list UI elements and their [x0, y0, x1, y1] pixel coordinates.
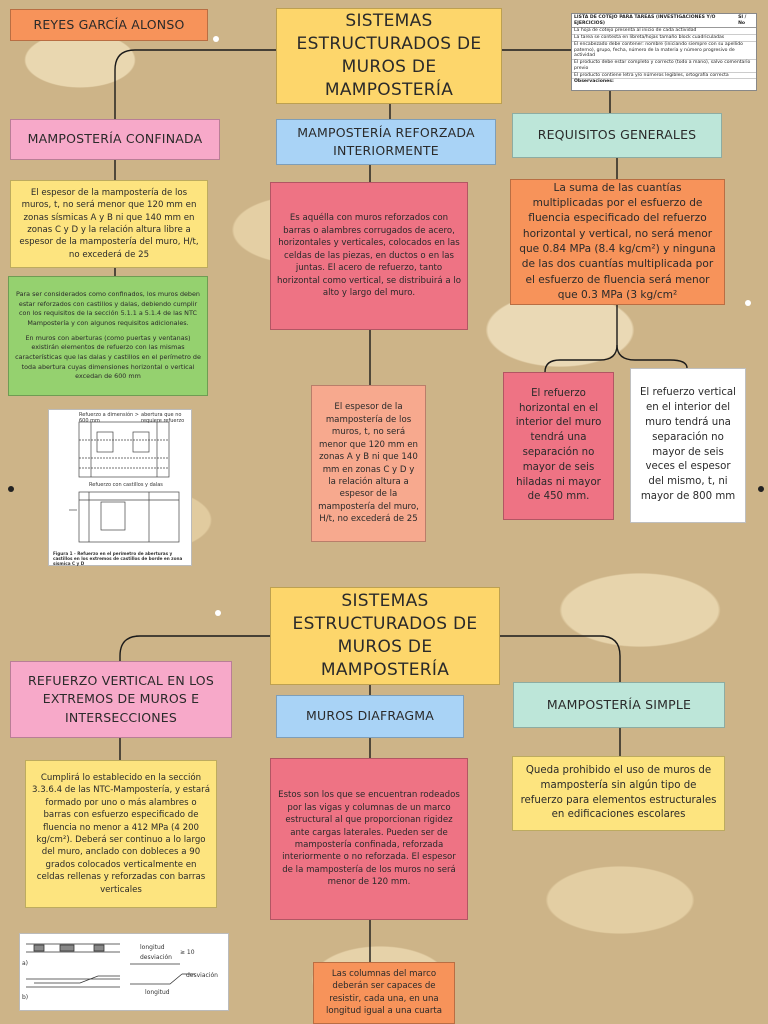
decorative-dot [8, 486, 14, 492]
text-refuerzo-vertical: El refuerzo vertical en el interior del muro tendrá una separación no mayor de seis veces el espesor del mismo, t, ni mayor de 800 mm [630, 368, 746, 523]
checklist-column: SI / No [738, 15, 747, 26]
main-title: SISTEMAS ESTRUCTURADOS DE MUROS DE MAMPOSTERÍA [276, 8, 502, 104]
figure-ge-ten: ≥ 10 [180, 949, 195, 956]
checklist-row: La tarea se contesta en libreta/hojas tamaño block cuadriculadas [572, 35, 756, 42]
figure-aberturas [48, 409, 192, 566]
section2-title: SISTEMAS ESTRUCTURADOS DE MUROS DE MAMPOSTERÍA [270, 587, 500, 685]
checklist-row: El producto debe estar completo y correcto (todo a mano), salvo comentario previo [572, 60, 756, 72]
text-confinada-requisitos [8, 276, 208, 396]
text-confinada-requisitos-p2: En muros con aberturas (como puertas y ventanas) existirán elementos de refuerzo con las mismas características que las dalas y castillos en el perímetro de toda abertura cuyas dimensiones horizontal o vertical excedan de 600 mm [15, 333, 201, 381]
text-confinada-requisitos-p1: Para ser considerados como confinados, los muros deben estar reforzados con castillos y dalas, debiendo cumplir con los requisitos de la sección 5.1.1 a 5.1.4 de las NTC Mampostería y con algunos requisitos adicionales. [16, 290, 200, 328]
checklist-table [571, 13, 757, 91]
checklist-title: LISTA DE COTEJO PARA TAREAS (INVESTIGACIONES Y/O EJERCICIOS) [574, 15, 716, 26]
text-reforzada-definicion: Es aquélla con muros reforzados con barras o alambres corrugados de acero, horizontales y verticales, colocados en las celdas de las piezas, en ductos o en las juntas. El acero de refuerzo, tanto horizontal como vertical, se distribuirá a lo alto y largo del muro. [270, 182, 468, 330]
decorative-dot [745, 300, 751, 306]
figure-label-b: b) [22, 994, 29, 1001]
text-diafragma-columnas: Las columnas del marco deberán ser capaces de resistir, cada una, en una longitud igual a una cuarta [313, 962, 455, 1024]
decorative-dot [215, 610, 221, 616]
node-mamposteria-confinada: MAMPOSTERÍA CONFINADA [10, 119, 220, 160]
text-mamposteria-simple: Queda prohibido el uso de muros de mampostería sin algún tipo de refuerzo para elementos estructurales en edificaciones escolares [512, 756, 725, 831]
figure-label-a: a) [22, 960, 29, 967]
text-diafragma-definicion: Estos son los que se encuentran rodeados por las vigas y columnas de un marco estructural al que proporcionan rigidez ante cargas laterales. Pueden ser de mampostería confinada, reforzada interiormente o no reforzada. El espesor de la mampostería de los muros no será menor de 120 mm. [270, 758, 468, 920]
node-requisitos-generales: REQUISITOS GENERALES [512, 113, 722, 158]
figure-longitud-label: longitud [145, 989, 170, 996]
text-refuerzo-horizontal: El refuerzo horizontal en el interior del muro tendrá una separación no mayor de seis hiladas ni mayor de 450 mm. [503, 372, 614, 520]
node-muros-diafragma: MUROS DIAFRAGMA [276, 695, 464, 738]
text-confinada-espesor: El espesor de la mampostería de los muros, t, no será menor que 120 mm en zonas sísmicas A y B ni que 140 mm en zonas C y D y la relación altura libre a espesor de la mampostería del muro, H/t, no excederá de 25 [10, 180, 208, 268]
text-requisitos-cuantias: La suma de las cuantías multiplicadas por el esfuerzo de fluencia especificado del refuerzo horizontal y vertical, no será menor que 0.84 MPa (8.4 kg/cm²) y ninguna de las dos cuantías multiplicada por el esfuerzo de fluencia será menor que 0.3 MPa (3 kg/cm² [510, 179, 725, 305]
figure-aberturas-drawing [49, 410, 191, 550]
node-mamposteria-reforzada: MAMPOSTERÍA REFORZADA INTERIORMENTE [276, 119, 496, 165]
checklist-row: La hoja de cotejo presenta al inicio de cada actividad [572, 28, 756, 35]
figure-frac-top: longitud [140, 944, 165, 951]
figure-caption: Figura 1 - Refuerzo en el perímetro de aberturas y castillos en los extremos de castillos de borde en zona sísmica C y D [53, 551, 183, 566]
decorative-dot [758, 486, 764, 492]
figure-label-abertura: abertura que no requiere refuerzo [141, 412, 185, 424]
text-reforzada-espesor: El espesor de la mampostería de los muros, t, no será menor que 120 mm en zonas A y B ni que 140 mm en zonas C y D y la relación altura a espesor de la mampostería del muro, H/t, no excederá de 25 [311, 385, 426, 542]
figure-label-refuerzo: Refuerzo a dimensión > 600 mm [79, 412, 139, 424]
figure-frac-bottom: desviación [140, 954, 172, 961]
checklist-row: Observaciones: [574, 79, 614, 85]
node-refuerzo-vertical: REFUERZO VERTICAL EN LOS EXTREMOS DE MUROS E INTERSECCIONES [10, 661, 232, 738]
figure-label-castillos: Refuerzo con castillos y dalas [89, 482, 163, 488]
node-mamposteria-simple: MAMPOSTERÍA SIMPLE [513, 682, 725, 728]
checklist-row: El encabezado debe contener: nombre (iniciando siempre con su apellido paterno), grupo, fecha, número de la materia y número progresivo de actividad [572, 42, 756, 60]
checklist-row: El producto contiene letra y/o números legibles, ortografía correcta [572, 73, 756, 80]
author-name: REYES GARCÍA ALONSO [10, 9, 208, 41]
text-refuerzo-vertical-extremos: Cumplirá lo establecido en la sección 3.3.6.4 de las NTC-Mampostería, y estará formado por uno o más alambres o barras con esfuerzo especificado de fluencia no menor a 412 MPa (4 200 kg/cm²). Deberá ser continuo a lo largo del muro, anclado con dobleces a 90 grados colocados verticalmente en celdas rellenas y reforzadas con barras verticales [25, 760, 217, 908]
figure-desviacion [19, 933, 229, 1011]
decorative-dot [213, 36, 219, 42]
figure-desviacion-label: desviación [186, 972, 218, 979]
